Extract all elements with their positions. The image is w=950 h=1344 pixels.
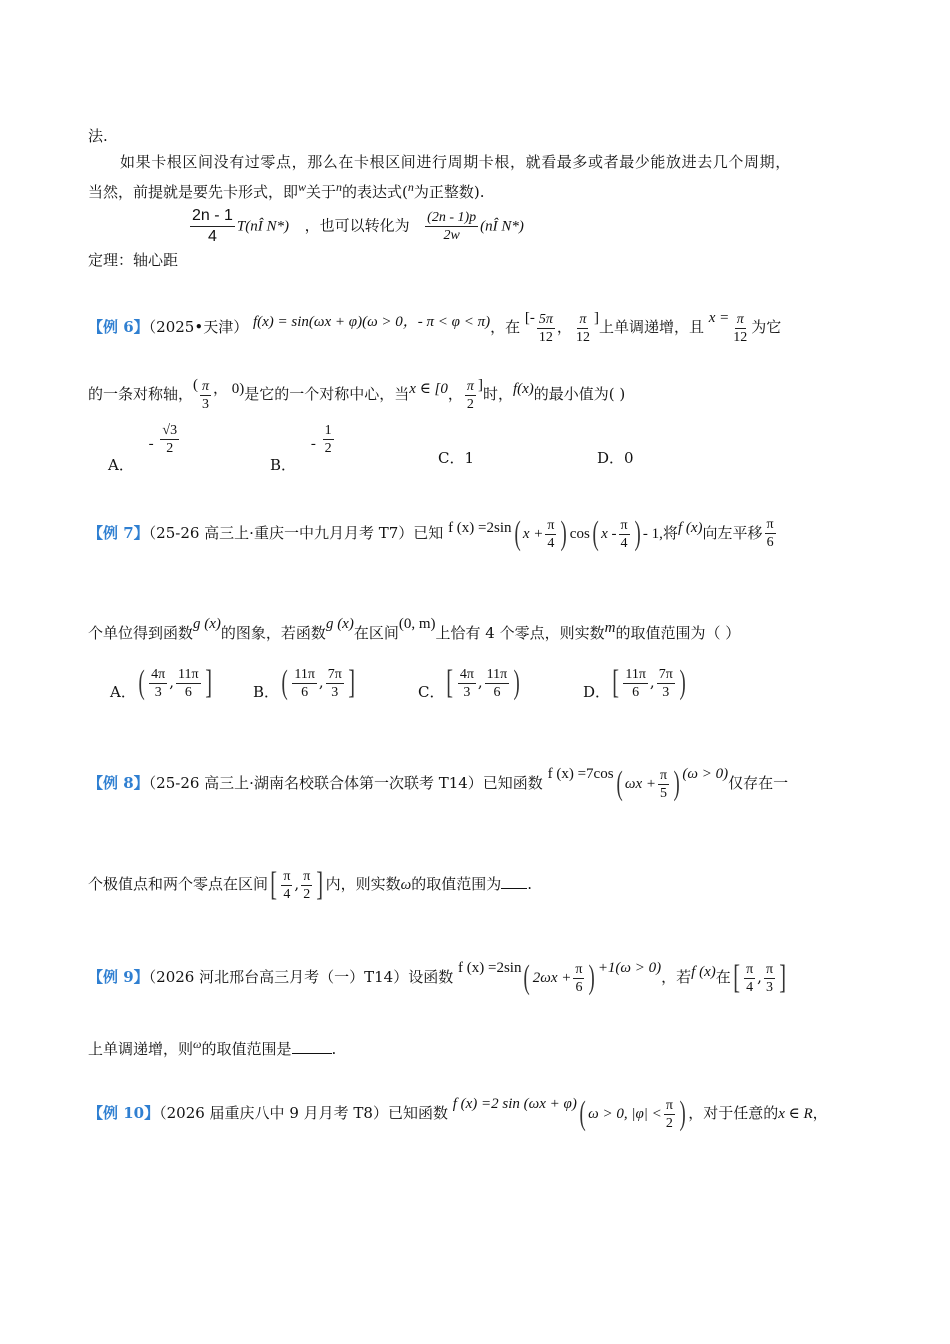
bracket: ] [477, 377, 483, 393]
fraction: $\frac{\pi}{3}$ [765, 961, 774, 995]
ex9-line-2 [88, 1032, 336, 1061]
formula-2-fraction: $\frac{(2n - 1)p}{2w}$ [427, 210, 477, 243]
option-label: C． [418, 683, 445, 701]
option-label: D． [583, 683, 611, 701]
formula-1-fraction: $\frac{2n - 1}{4}$ [192, 207, 233, 245]
text: 上单调递增，且 [598, 318, 704, 336]
ex7-line-2 [88, 604, 740, 653]
ex7-option-a[interactable]: A．( $\frac{4\pi}{3}$ , $\frac{11\pi}{6}$ ] [110, 664, 212, 701]
text: 为它 [751, 318, 782, 336]
example-tag: 【例 10】 [88, 1104, 160, 1122]
tail: +1(ω > 0) [597, 960, 662, 976]
fraction: $\frac{\pi}{6}$ [766, 517, 774, 550]
function-lhs: f (x) =2 sin (ωx + φ) [452, 1096, 577, 1112]
fraction: $\frac{\pi}{3}$ [202, 378, 210, 412]
x-in-interval: x ∈ [0 [409, 381, 448, 397]
text: 时， [482, 385, 513, 403]
text: 个单位得到函数 [88, 624, 194, 642]
text: 上单调递增，则 [88, 1040, 194, 1058]
fraction: $\frac{7\pi}{3}$ [327, 666, 342, 700]
fraction: $\frac{\pi}{4}$ [620, 517, 628, 551]
example-source: （2025•天津） [148, 318, 249, 336]
minus: - [148, 435, 154, 452]
fraction: $\frac{11\pi}{6}$ [486, 666, 508, 700]
x-equals: x = [708, 310, 730, 326]
var-w: w [298, 180, 307, 194]
text: 在 [715, 968, 731, 986]
theorem-line: 定理：轴心距 [88, 251, 179, 269]
intro-text: 为正整数). [413, 183, 485, 201]
fraction: $\frac{\pi}{2}$ [466, 378, 474, 412]
intro-text: 关于 [306, 183, 337, 201]
example-source: （25-26 高三上·湖南名校联合体第一次联考 T14）已知函数 [148, 774, 543, 792]
fraction: $\frac{5\pi}{12}$ [538, 311, 553, 345]
interval-bracket: ] [593, 310, 599, 326]
text: ，在 [490, 318, 521, 336]
tail: - 1, [642, 526, 663, 542]
example-tag: 【例 8】 [88, 774, 149, 792]
example-tag: 【例 9】 [88, 968, 149, 986]
text: 上恰有 4 个零点，则实数 [435, 624, 605, 642]
arg: x - [601, 526, 617, 542]
text: 内，则实数 [325, 875, 401, 893]
ex7-line-1: 【例 7】（25-26 高三上·重庆一中九月月考 T7）已知 f (x) =2sin( x + $\frac{\pi}{4}$ ) cos( x - $\frac{\pi}{4}$ ) - 1,将f (x)向左平移 $\frac{\pi}{6}$ [88, 515, 774, 552]
answer-blank[interactable] [292, 1039, 332, 1054]
text: ，若 [661, 968, 692, 986]
omega: ω [193, 1037, 202, 1051]
ex6-condition: ，- π < φ < π) [402, 314, 491, 330]
text: 的最小值为( ) [533, 385, 626, 403]
fraction: $\frac{\pi}{5}$ [660, 767, 668, 801]
text: . [331, 1040, 337, 1058]
option-label: A． [110, 683, 136, 701]
text: 的取值范围为（ ） [615, 624, 741, 642]
fraction: $\frac{\pi}{12}$ [733, 311, 748, 345]
intro-formula-line [188, 206, 524, 247]
omega: ω [400, 877, 412, 893]
fraction: $\frac{11\pi}{6}$ [625, 666, 646, 700]
text: 个极值点和两个零点在区间 [88, 875, 269, 893]
fraction: $\frac{7\pi}{3}$ [658, 666, 673, 700]
fraction: $\frac{\pi}{4}$ [283, 868, 291, 902]
fx: f (x) [677, 520, 703, 536]
var-m: m [604, 620, 616, 636]
text: ，对于任意的 [688, 1104, 779, 1122]
text: ， [447, 385, 463, 403]
fraction: $\frac{\pi}{12}$ [575, 311, 590, 345]
fraction: $\frac{\pi}{2}$ [665, 1097, 673, 1131]
ex6-line-1 [88, 298, 781, 347]
text: 向左平移 [702, 524, 763, 542]
fraction: $\frac{√3}{2}$ [162, 423, 178, 456]
function-lhs: f (x) =2sin [458, 960, 522, 976]
text: 的取值范围为 [411, 875, 502, 893]
condition: (ω > 0) [682, 766, 729, 782]
intro-mid-text: ，也可以转化为 [304, 216, 410, 235]
arg: 2ωx + [532, 970, 572, 986]
center-point: ， 0) [213, 381, 245, 397]
ex6-option-c[interactable]: C．1 [438, 449, 475, 467]
intro-line-3 [88, 177, 485, 202]
ex6-option-b[interactable] [270, 422, 336, 474]
option-label: B． [253, 683, 280, 701]
gx: g (x) [193, 616, 221, 632]
minus: - [310, 435, 316, 452]
ex6-function: f(x) = sin(ωx + φ)(ω > 0 [252, 314, 403, 330]
intro-line-1: 法. [88, 127, 108, 145]
x-in-R: x ∈ R [778, 1106, 813, 1122]
example-tag: 【例 7】 [88, 524, 149, 542]
paren: ( [193, 377, 199, 393]
example-source: （2026 届重庆八中 9 月月考 T8）已知函数 [159, 1104, 448, 1122]
fraction: $\frac{11\pi}{6}$ [294, 666, 315, 700]
text: 的图象，若函数 [220, 624, 326, 642]
arg: x + [522, 526, 544, 542]
text: ， [556, 318, 572, 336]
answer-blank[interactable] [501, 874, 527, 889]
intro-line-2: 如果卡根区间没有过零点，那么在卡根区间进行周期卡根，就看最多或者最少能放进去几个周期， [120, 153, 791, 171]
text: 仅存在一 [728, 774, 789, 792]
intro-text: 当然，前提就是要先卡形式，即 [88, 183, 299, 201]
condition: ω > 0, |φ| < [588, 1106, 662, 1122]
ex6-option-a[interactable] [108, 422, 181, 474]
fraction: $\frac{\pi}{6}$ [575, 961, 583, 995]
fx: f (x) [691, 964, 716, 980]
fraction: $\frac{1}{2}$ [324, 423, 332, 456]
intro-text: 的表达式( [342, 183, 408, 201]
fraction: $\frac{\pi}{4}$ [746, 961, 754, 995]
var-n: n [407, 180, 414, 194]
fraction: $\frac{\pi}{4}$ [547, 517, 555, 551]
text: 在区间 [353, 624, 399, 642]
text: 将 [662, 524, 678, 542]
ex7-option-d[interactable]: D．[ $\frac{11\pi}{6}$ , $\frac{7\pi}{3}$ ) [583, 664, 686, 701]
option-label: B． [270, 455, 297, 474]
example-source: （2026 河北邢台高三月考（一）T14）设函数 [148, 968, 454, 986]
function-lhs: f (x) =7cos [547, 766, 614, 782]
ex9-line-1: 【例 9】（2026 河北邢台高三月考（一）T14）设函数 f (x) =2sin( 2ωx + $\frac{\pi}{6}$ ) +1(ω > 0)，若f (x)在[ $\frac{\pi}{4}$ , $\frac{\pi}{3}$ ] [88, 959, 787, 996]
gx: g (x) [325, 616, 354, 632]
fraction: $\frac{11\pi}{6}$ [178, 666, 199, 700]
ex8-line-1: 【例 8】（25-26 高三上·湖南名校联合体第一次联考 T14）已知函数 f (x) =7cos( ωx + $\frac{\pi}{5}$ ) (ω > 0)仅存在一 [88, 765, 789, 802]
ex7-option-b[interactable]: B．( $\frac{11\pi}{6}$ , $\frac{7\pi}{3}$ ] [253, 664, 355, 701]
fx: f(x) [512, 381, 534, 397]
example-tag: 【例 6】 [88, 318, 149, 336]
ex6-option-d[interactable]: D．0 [597, 449, 634, 467]
text: 是它的一个对称中心，当 [244, 385, 410, 403]
text: 的一条对称轴， [88, 385, 194, 403]
var-n: n [336, 180, 343, 194]
interval: (0, m) [398, 616, 436, 632]
text: ， [812, 1104, 828, 1122]
option-label: A． [108, 455, 134, 474]
example-source: （25-26 高三上·重庆一中九月月考 T7）已知 [148, 524, 444, 542]
function-lhs: f (x) =2sin [448, 520, 512, 536]
ex10-line-1: 【例 10】（2026 届重庆八中 9 月月考 T8）已知函数 f (x) =2 sin (ωx + φ)( ω > 0, |φ| < $\frac{\pi}{2}$ ) ，对于任意的x ∈ R， [88, 1095, 828, 1132]
ex8-line-2: 个极值点和两个零点在区间[ $\frac{\pi}{4}$ , $\frac{\pi}{2}$ ] 内，则实数ω的取值范围为 . [88, 866, 533, 903]
formula-2-tail: (nÎ N*) [480, 218, 524, 235]
arg: ωx + [624, 776, 656, 792]
interval-bracket: [- [524, 310, 535, 326]
text: 的取值范围是 [201, 1040, 292, 1058]
fraction: $\frac{4\pi}{3}$ [459, 666, 474, 700]
formula-1-tail: T(nÎ N*) [236, 218, 290, 235]
text: . [527, 875, 533, 893]
cos: cos [569, 526, 590, 542]
ex6-line-2 [88, 365, 625, 414]
fraction: $\frac{4\pi}{3}$ [151, 666, 166, 700]
ex7-option-c[interactable]: C．[ $\frac{4\pi}{3}$ , $\frac{11\pi}{6}$ ) [418, 664, 521, 701]
fraction: $\frac{\pi}{2}$ [303, 868, 311, 902]
